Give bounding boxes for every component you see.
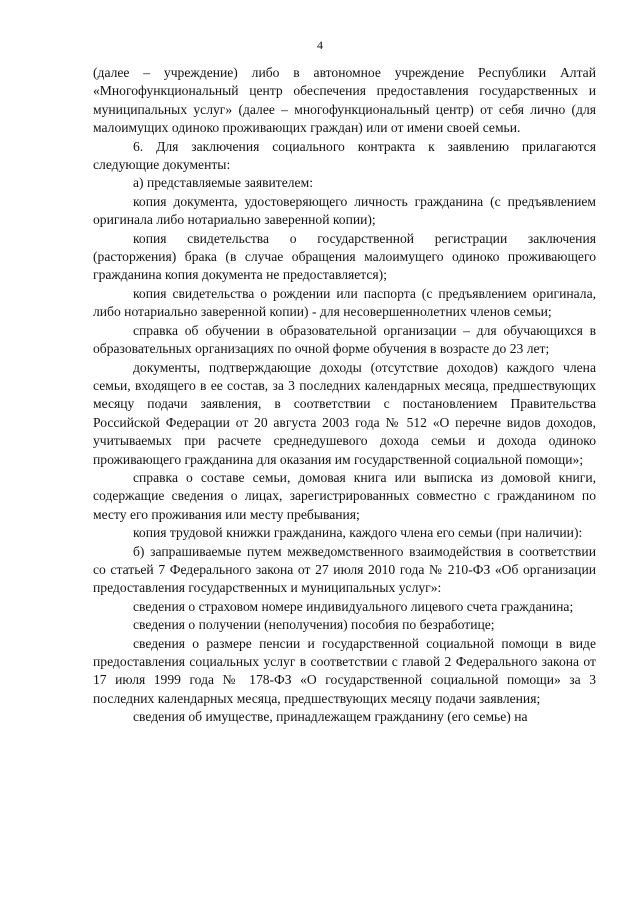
paragraph-income-documents: документы, подтверждающие доходы (отсутствие доходов) каждого члена семьи, входящего в ее состав, за 3 последних календарных месяца, предшествующих месяцу подачи заявления, в соответствии с постановлением Правительства Российской Федерации от 20 августа 2003 года № 512 «О перечне видов доходов, учитываемых при расчете среднедушевого дохода семьи и дохода одиноко проживающего гражданина для оказания им государственной социальной помощи»; xyxy=(93,359,596,467)
paragraph-marriage-certificate: копия свидетельства о государственной регистрации заключения (расторжения) брака (в случае обращения малоимущего одиноко проживающего гражданина копия документа не предоставляется); xyxy=(93,230,596,283)
paragraph-birth-certificate: копия свидетельства о рождении или паспорта (с предъявлением оригинала, либо нотариально заверенной копии) - для несовершеннолетних членов семьи; xyxy=(93,285,596,320)
document-body xyxy=(93,64,596,727)
paragraph-family-composition: справка о составе семьи, домовая книга или выписка из домовой книги, содержащие сведения о лицах, зарегистрированных совместно с гражданином по месту его проживания или месту пребывания; xyxy=(93,469,596,522)
paragraph-continuation: (далее – учреждение) либо в автономное учреждение Республики Алтай «Многофункциональный центр обеспечения предоставления государственных и муниципальных услуг» (далее – многофункциональный центр) от себя лично (для малоимущих одиноко проживающих граждан) или от имени своей семьи. xyxy=(93,65,596,136)
paragraph-study-certificate: справка об обучении в образовательной организации – для обучающихся в образовательных организациях по очной форме обучения в возрасте до 23 лет; xyxy=(93,322,596,357)
paragraph-pension-info: сведения о размере пенсии и государственной социальной помощи в виде предоставления социальных услуг в соответствии с главой 2 Федерального закона от 17 июля 1999 года № 178-ФЗ «О государственной социальной помощи» за 3 последних календарных месяца, предшествующих месяцу подачи заявления; xyxy=(93,635,596,706)
paragraph-property-info: сведения об имуществе, принадлежащем гражданину (его семье) на xyxy=(133,709,528,725)
paragraph-item-6: 6. Для заключения социального контракта к заявлению прилагаются следующие документы: xyxy=(93,138,596,173)
paragraph-employment-record: копия трудовой книжки гражданина, каждого члена его семьи (при наличии): xyxy=(133,525,583,541)
paragraph-identity-document: копия документа, удостоверяющего личность гражданина (с предъявлением оригинала либо нотариально заверенной копии); xyxy=(93,193,596,228)
paragraph-subitem-a: а) представляемые заявителем: xyxy=(133,175,313,191)
paragraph-insurance-number: сведения о страховом номере индивидуального лицевого счета гражданина; xyxy=(133,598,574,614)
page-number: 4 xyxy=(317,38,323,52)
paragraph-subitem-b: б) запрашиваемые путем межведомственного взаимодействия в соответствии со статьей 7 Федерального закона от 27 июля 2010 года № 210-ФЗ «Об организации предоставления государственных и муниципальных услуг»: xyxy=(93,543,596,596)
paragraph-unemployment-benefit: сведения о получении (неполучения) пособия по безработице; xyxy=(133,617,495,633)
